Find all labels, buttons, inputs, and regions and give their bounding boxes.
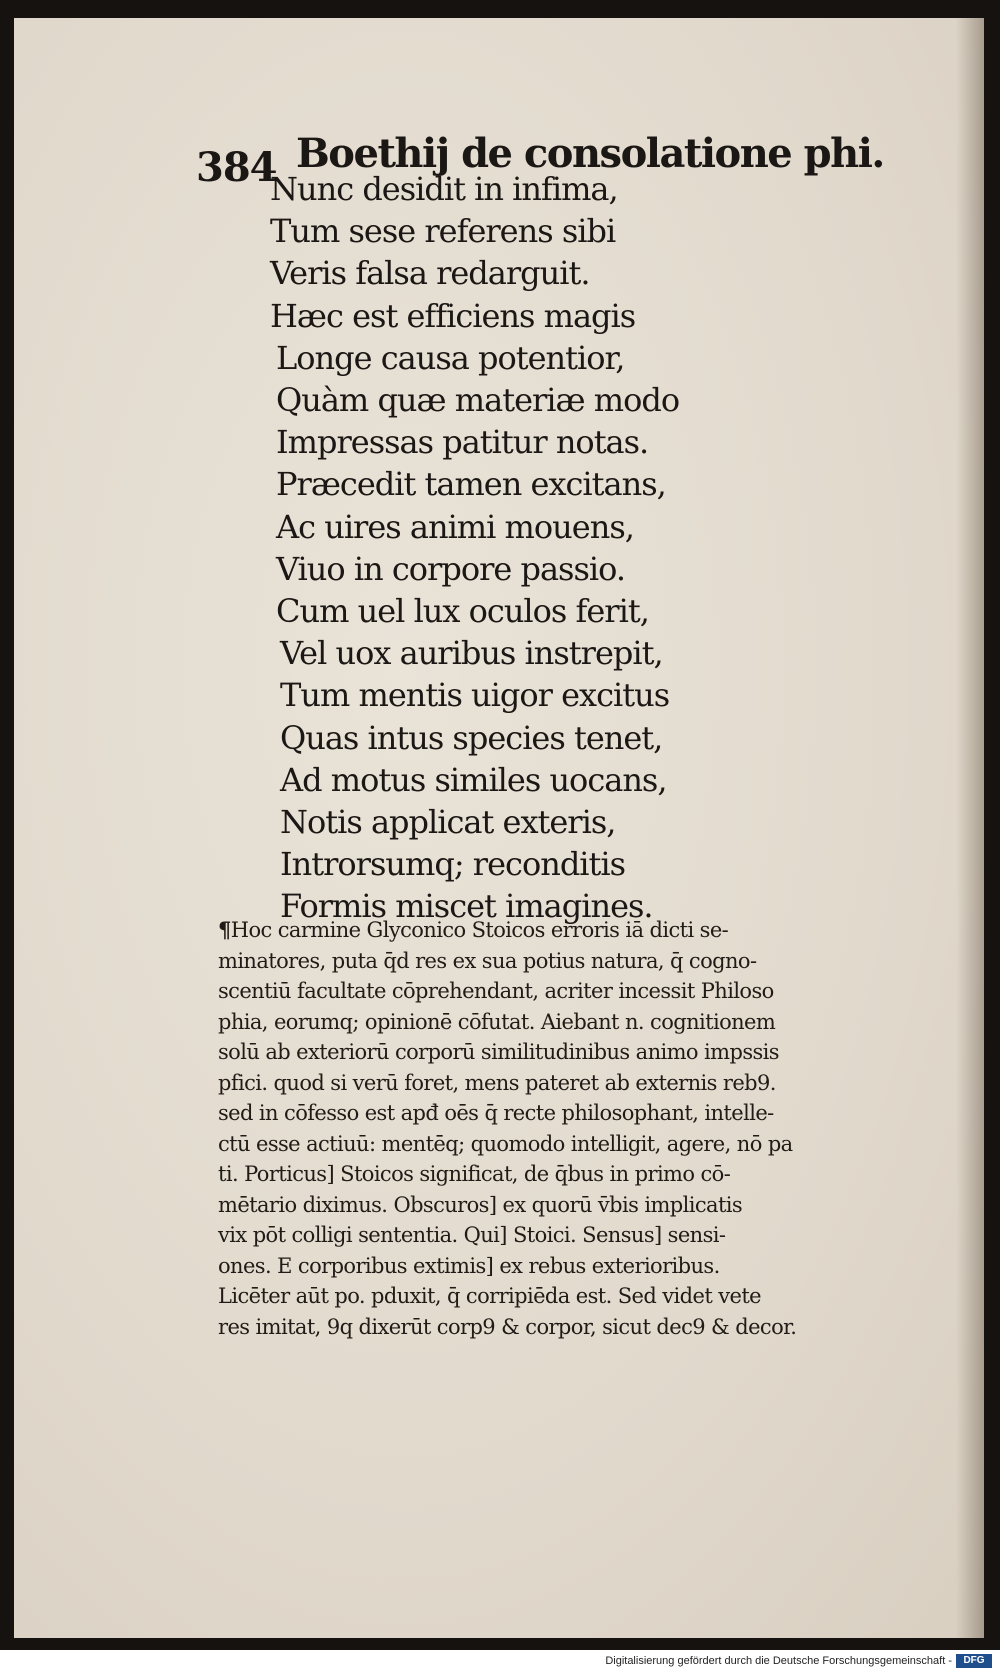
- page-gutter-shadow: [956, 18, 984, 1638]
- page-number: 384: [196, 144, 277, 191]
- verse-line: Formis miscet imagines.: [280, 887, 653, 926]
- verse-line: Tum sese referens sibi: [270, 212, 616, 251]
- commentary-line: sed in cōfesso est apđ oēs q̄ recte philosophant, intelle-: [218, 1101, 774, 1125]
- verse-line: Quas intus species tenet,: [280, 718, 663, 757]
- commentary-line: Licēter aūt po. pduxit, q̄ corripiēda est. Sed videt vete: [218, 1284, 762, 1308]
- commentary-line: res imitat, 9q dixerūt corp9 & corpor, sicut dec9 & decor.: [218, 1314, 797, 1339]
- dfg-logo: DFG: [956, 1654, 992, 1668]
- verse-line: Hæc est efficiens magis: [270, 296, 636, 335]
- verse-line: Ad motus similes uocans,: [280, 760, 667, 799]
- commentary-line: mētario diximus. Obscuros] ex quorū v̄bis implicatis: [218, 1192, 743, 1217]
- paragraph-mark: ¶: [218, 917, 231, 942]
- commentary-line: pfici. quod si verū foret, mens pateret ab externis reb9.: [218, 1070, 776, 1095]
- commentary-line: vix pōt colligi sententia. Qui] Stoici. Sensus] sensi-: [218, 1223, 726, 1247]
- digitization-footer: [0, 1650, 1000, 1673]
- verse-poem: [270, 168, 770, 928]
- verse-line: Tum mentis uigor excitus: [280, 676, 670, 715]
- commentary-line: scentiū facultate cōprehendant, acriter incessit Philoso: [218, 979, 774, 1003]
- verse-line: Notis applicat exteris,: [280, 803, 616, 842]
- running-title: Boethij de consolatione phi.: [296, 130, 884, 177]
- verse-line: Impressas patitur notas.: [276, 423, 649, 462]
- verse-line: Cum uel lux oculos ferit,: [276, 592, 649, 631]
- commentary-line: ti. Porticus] Stoicos significat, de q̄bus in primo cō-: [218, 1162, 731, 1186]
- commentary-line: ctū esse actiuū: mentēq; quomodo intelligit, agere, nō pa: [218, 1131, 793, 1156]
- verse-line: Vel uox auribus instrepit,: [280, 634, 663, 673]
- commentary-line: phia, eorumq; opinionē cōfutat. Aiebant n. cognitionem: [218, 1009, 776, 1034]
- verse-line: Longe causa potentior,: [276, 338, 625, 377]
- funding-notice: Digitalisierung gefördert durch die Deutsche Forschungsgemeinschaft -: [605, 1655, 952, 1667]
- verse-line: Nunc desidit in infima,: [270, 170, 618, 208]
- verse-line: Viuo in corpore passio.: [276, 549, 625, 588]
- commentary-line: solū ab exteriorū corporū similitudinibus animo impssis: [218, 1040, 779, 1064]
- verse-line: Ac uires animi mouens,: [276, 507, 634, 546]
- verse-line: Introrsumq; reconditis: [280, 845, 626, 884]
- verse-line: Quàm quæ materiæ modo: [276, 381, 680, 420]
- commentary-block: [218, 915, 878, 1342]
- commentary-line-text: Hoc carmine Glyconico Stoicos erroris iā dicti se-: [230, 918, 729, 942]
- verse-line: Veris falsa redarguit.: [270, 254, 590, 293]
- commentary-line: [218, 915, 878, 946]
- commentary-line: minatores, puta q̄d res ex sua potius natura, q̄ cogno-: [218, 948, 757, 973]
- verse-line: Præcedit tamen excitans,: [276, 465, 666, 504]
- commentary-line: ones. E corporibus extimis] ex rebus exterioribus.: [218, 1253, 720, 1278]
